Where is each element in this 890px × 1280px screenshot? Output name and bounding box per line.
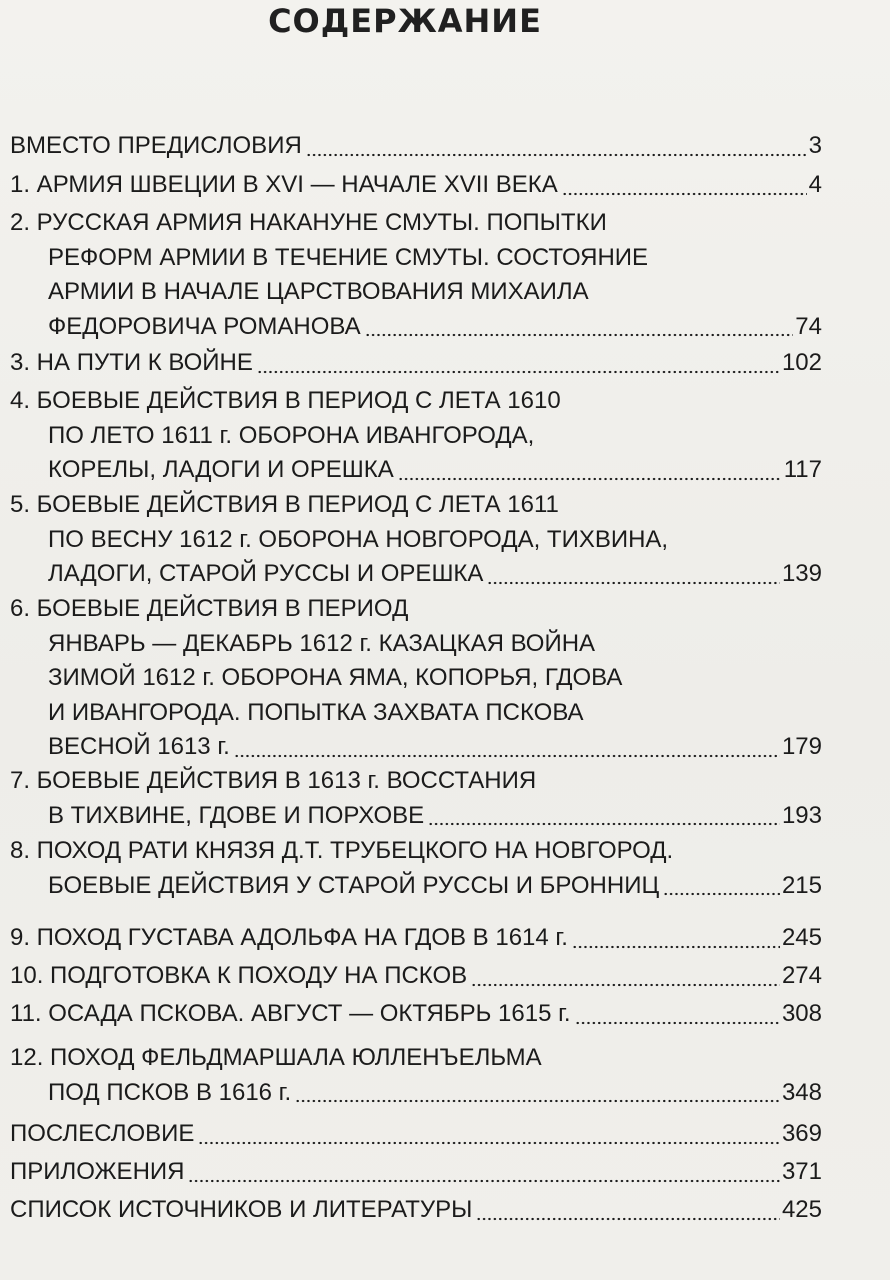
toc-page-number: 274 <box>781 962 822 989</box>
toc-entry-text: БОЕВЫЕ ДЕЙСТВИЯ У СТАРОЙ РУССЫ И БРОННИЦ <box>48 871 660 899</box>
toc-entry-text: КОРЕЛЫ, ЛАДОГИ И ОРЕШКА <box>48 456 394 483</box>
toc-page-number: 74 <box>795 312 822 340</box>
toc-entry-text: РЕФОРМ АРМИИ В ТЕЧЕНИЕ СМУТЫ. СОСТОЯНИЕ <box>48 243 649 271</box>
toc-page-number: 369 <box>781 1120 822 1147</box>
toc-entry-text: ПОД ПСКОВ В 1616 г. <box>48 1078 292 1106</box>
toc-page-number: 4 <box>808 171 822 198</box>
toc-entry-line <box>10 959 822 994</box>
toc-entry-line <box>10 764 822 799</box>
toc-entry-line <box>10 488 822 523</box>
toc-entry-line <box>10 1041 822 1076</box>
toc-page-number: 215 <box>781 871 822 899</box>
toc-entry-text: ПРИЛОЖЕНИЯ <box>10 1158 185 1185</box>
toc-entry-text: 4. БОЕВЫЕ ДЕЙСТВИЯ В ПЕРИОД С ЛЕТА 1610 <box>10 387 561 414</box>
dot-leader <box>365 332 794 338</box>
toc-entry <box>10 764 822 833</box>
dot-leader <box>428 821 780 827</box>
toc-entry-line <box>10 557 822 592</box>
toc-entry-text: ЛАДОГИ, СТАРОЙ РУССЫ И ОРЕШКА <box>48 560 484 587</box>
toc-page-number: 179 <box>781 733 822 760</box>
dot-leader <box>572 944 780 950</box>
toc-entry-line <box>10 1155 822 1190</box>
toc-entry-line <box>10 834 822 869</box>
toc-page-number: 371 <box>781 1158 822 1185</box>
toc-entry-line <box>10 592 822 627</box>
toc-entry-line <box>10 241 822 276</box>
toc-entry-text: 9. ПОХОД ГУСТАВА АДОЛЬФА НА ГДОВ В 1614 г. <box>10 924 568 951</box>
toc-entry-text: В ТИХВИНЕ, ГДОВЕ И ПОРХОВЕ <box>48 801 425 829</box>
toc-entry-line <box>10 419 822 454</box>
toc-page-number: 348 <box>781 1078 822 1106</box>
toc-entry-line <box>10 730 822 765</box>
toc-entry-line <box>10 1193 822 1228</box>
toc-entry-line <box>10 661 822 696</box>
dot-leader <box>188 1178 779 1184</box>
toc-entry-text: ВЕСНОЙ 1613 г. <box>48 733 230 760</box>
toc-entry-line <box>10 206 822 241</box>
dot-leader <box>295 1098 780 1104</box>
page-title: СОДЕРЖАНИЕ <box>268 2 542 40</box>
toc-entry-text: ПО ВЕСНУ 1612 г. ОБОРОНА НОВГОРОДА, ТИХВИНА, <box>48 525 669 553</box>
toc-entry-line <box>10 168 822 203</box>
toc-page-number: 102 <box>781 349 822 376</box>
toc-entry <box>10 592 822 765</box>
toc-entry-line <box>10 523 822 558</box>
toc-entry-line <box>10 1117 822 1152</box>
toc-entry <box>10 959 822 994</box>
dot-leader <box>575 1020 780 1026</box>
toc-entry-line <box>10 453 822 488</box>
toc-entry <box>10 488 822 592</box>
toc-entry-line <box>10 129 822 164</box>
toc-entry-text: ЯНВАРЬ — ДЕКАБРЬ 1612 г. КАЗАЦКАЯ ВОЙНА <box>48 629 596 657</box>
toc-page-number: 245 <box>781 924 822 951</box>
toc-entry <box>10 1041 822 1110</box>
toc-entry-text: 7. БОЕВЫЕ ДЕЙСТВИЯ В 1613 г. ВОССТАНИЯ <box>10 767 537 794</box>
toc-entry-line <box>10 869 822 904</box>
toc-entry-text: СПИСОК ИСТОЧНИКОВ И ЛИТЕРАТУРЫ <box>10 1196 473 1223</box>
toc-entry-line <box>10 384 822 419</box>
toc-entry-text: ФЕДОРОВИЧА РОМАНОВА <box>48 312 361 340</box>
toc-entry-text: 6. БОЕВЫЕ ДЕЙСТВИЯ В ПЕРИОД <box>10 595 409 622</box>
toc-entry <box>10 384 822 488</box>
dot-leader <box>487 580 780 586</box>
toc-entry-text: ПО ЛЕТО 1611 г. ОБОРОНА ИВАНГОРОДА, <box>48 421 535 449</box>
toc-entry-text: 5. БОЕВЫЕ ДЕЙСТВИЯ В ПЕРИОД С ЛЕТА 1611 <box>10 491 559 518</box>
toc-entry <box>10 997 822 1032</box>
toc-entry-text: ЗИМОЙ 1612 г. ОБОРОНА ЯМА, КОПОРЬЯ, ГДОВА <box>48 664 623 691</box>
toc-entry-text: 1. АРМИЯ ШВЕЦИИ В XVI — НАЧАЛЕ XVII ВЕКА <box>10 171 558 198</box>
dot-leader <box>198 1140 780 1146</box>
toc-entry-line <box>10 696 822 731</box>
toc-entry-line <box>10 799 822 834</box>
dot-leader <box>257 369 780 375</box>
toc-entry-text: 3. НА ПУТИ К ВОЙНЕ <box>10 349 253 376</box>
toc-entry <box>10 921 822 956</box>
toc-page-number: 308 <box>781 1000 822 1027</box>
toc-page-number: 117 <box>783 456 822 483</box>
dot-leader <box>234 753 780 759</box>
toc-entry <box>10 1117 822 1152</box>
toc-entry-line <box>10 1076 822 1111</box>
dot-leader <box>476 1216 780 1222</box>
toc-entry-text: 2. РУССКАЯ АРМИЯ НАКАНУНЕ СМУТЫ. ПОПЫТКИ <box>10 209 607 236</box>
toc-entry-line <box>10 997 822 1032</box>
toc-entry-line <box>10 921 822 956</box>
toc-entry-text: АРМИИ В НАЧАЛЕ ЦАРСТВОВАНИЯ МИХАИЛА <box>48 278 589 305</box>
toc-entry <box>10 168 822 203</box>
toc-page-number: 425 <box>781 1196 822 1223</box>
toc-entry-text: 10. ПОДГОТОВКА К ПОХОДУ НА ПСКОВ <box>10 962 468 989</box>
toc-entry-line <box>10 310 822 345</box>
toc-entry <box>10 1193 822 1228</box>
toc-page-number: 139 <box>781 560 822 587</box>
toc-entry-text: И ИВАНГОРОДА. ПОПЫТКА ЗАХВАТА ПСКОВА <box>48 698 584 726</box>
toc-entry <box>10 206 822 344</box>
toc-entry-line <box>10 627 822 662</box>
dot-leader <box>663 891 780 897</box>
toc-entry-text: 11. ОСАДА ПСКОВА. АВГУСТ — ОКТЯБРЬ 1615 г. <box>10 1000 571 1027</box>
toc-entry <box>10 1155 822 1190</box>
toc-entry <box>10 834 822 903</box>
toc-entry-text: ПОСЛЕСЛОВИЕ <box>10 1120 195 1147</box>
toc-entry <box>10 129 822 164</box>
toc-entry-text: 8. ПОХОД РАТИ КНЯЗЯ Д.Т. ТРУБЕЦКОГО НА НОВГОРОД. <box>10 837 674 864</box>
dot-leader <box>471 982 780 988</box>
toc-entry <box>10 346 822 381</box>
toc-entry-line <box>10 346 822 381</box>
dot-leader <box>398 476 782 482</box>
toc-entry-text: ВМЕСТО ПРЕДИСЛОВИЯ <box>10 132 302 159</box>
dot-leader <box>562 191 807 197</box>
toc-entry-line <box>10 275 822 310</box>
toc-entry-text: 12. ПОХОД ФЕЛЬДМАРШАЛА ЮЛЛЕНЪЕЛЬМА <box>10 1044 542 1071</box>
dot-leader <box>306 152 807 158</box>
toc-page-number: 3 <box>808 132 822 159</box>
toc-page-number: 193 <box>781 801 822 829</box>
